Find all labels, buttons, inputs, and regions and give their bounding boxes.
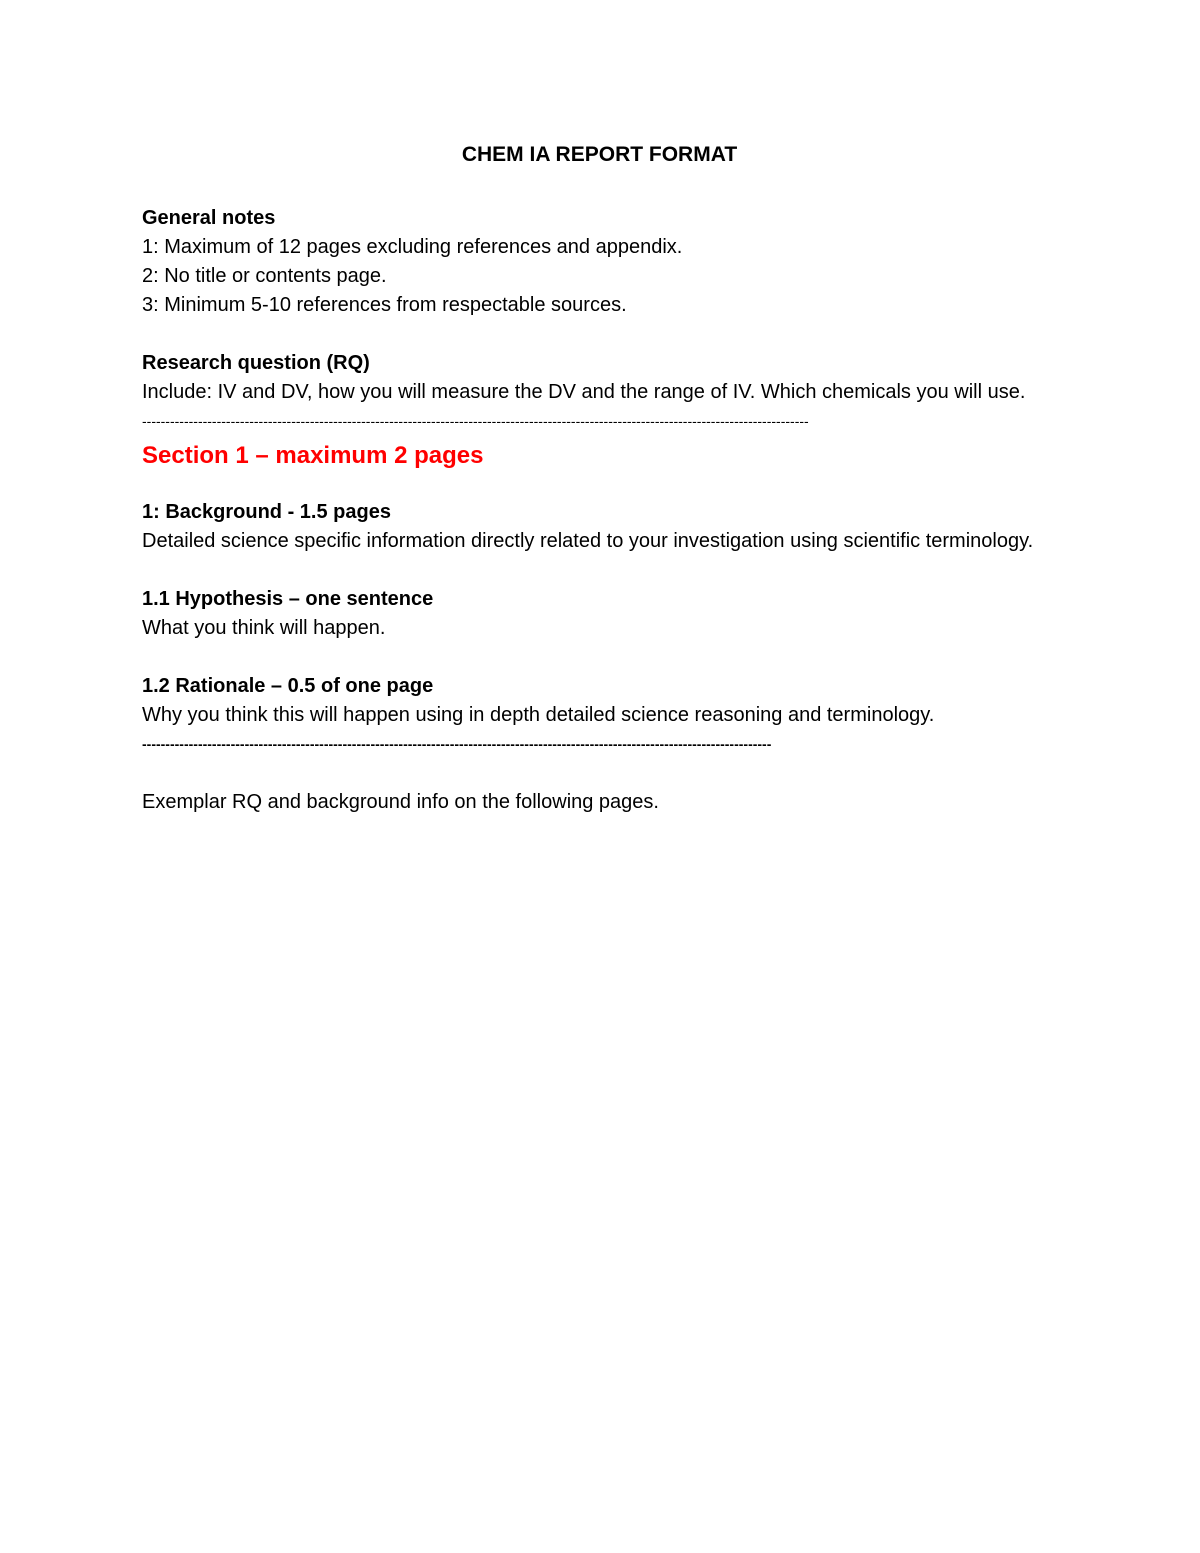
background-heading: 1: Background - 1.5 pages xyxy=(142,501,391,523)
section-separator: ----------------------------------------------------------------------------------------------------------------------------------------------- xyxy=(142,413,809,429)
research-question-heading: Research question (RQ) xyxy=(142,352,370,374)
footer-note: Exemplar RQ and background info on the following pages. xyxy=(142,791,659,813)
hypothesis-heading: 1.1 Hypothesis – one sentence xyxy=(142,588,434,610)
rationale-heading: 1.2 Rationale – 0.5 of one page xyxy=(142,675,434,697)
general-note-item: 1: Maximum of 12 pages excluding references and appendix. xyxy=(142,236,683,258)
hypothesis-body: What you think will happen. xyxy=(142,617,386,639)
research-question-body: Include: IV and DV, how you will measure the DV and the range of IV. Which chemicals you will use. xyxy=(142,381,1026,403)
background-block xyxy=(142,498,1057,556)
document-content xyxy=(142,140,1057,817)
general-note-item: 2: No title or contents page. xyxy=(142,265,387,287)
general-note-item: 3: Minimum 5-10 references from respectable sources. xyxy=(142,294,627,316)
background-body: Detailed science specific information directly related to your investigation using scientific terminology. xyxy=(142,530,1034,552)
rationale-block xyxy=(142,672,1057,730)
rationale-body: Why you think this will happen using in depth detailed science reasoning and terminology. xyxy=(142,704,935,726)
general-notes-heading: General notes xyxy=(142,207,276,229)
document-title: CHEM IA REPORT FORMAT xyxy=(461,143,738,166)
general-notes-block xyxy=(142,204,1057,320)
research-question-block xyxy=(142,349,1057,407)
section-1-heading: Section 1 – maximum 2 pages xyxy=(142,442,484,469)
section-separator: --------------------------------------------------------------------------------------------------------------------------------------- xyxy=(142,736,772,752)
hypothesis-block xyxy=(142,585,1057,643)
